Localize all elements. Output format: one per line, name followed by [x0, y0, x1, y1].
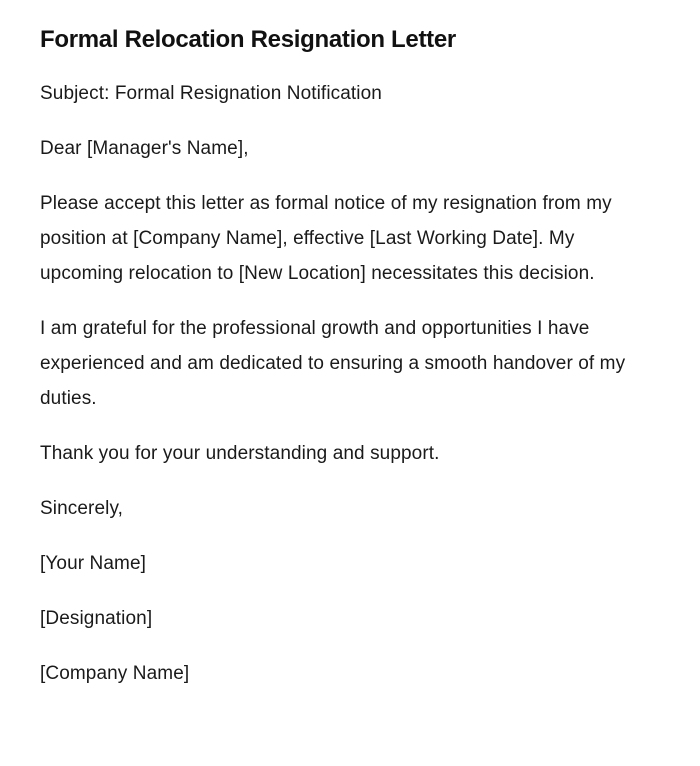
letter-salutation: Dear [Manager's Name], — [40, 138, 249, 159]
signature-designation: [Designation] — [40, 608, 153, 629]
letter-closing: Sincerely, — [40, 498, 124, 519]
signature-company: [Company Name] — [40, 663, 190, 684]
letter-body-paragraph-2: I am grateful for the professional growth and opportunities I have experienced and am dedicated to ensuring a smooth handover of my duties. — [40, 318, 626, 409]
letter-subject: Subject: Formal Resignation Notification — [40, 83, 382, 104]
letter-document — [40, 22, 660, 711]
letter-title: Formal Relocation Resignation Letter — [40, 26, 456, 53]
signature-name: [Your Name] — [40, 553, 147, 574]
letter-body-paragraph-1: Please accept this letter as formal notice of my resignation from my position at [Company Name], effective [Last Working Date]. My upcoming relocation to [New Location] necessitates this decision. — [40, 193, 612, 284]
letter-body-paragraph-3: Thank you for your understanding and support. — [40, 443, 440, 464]
